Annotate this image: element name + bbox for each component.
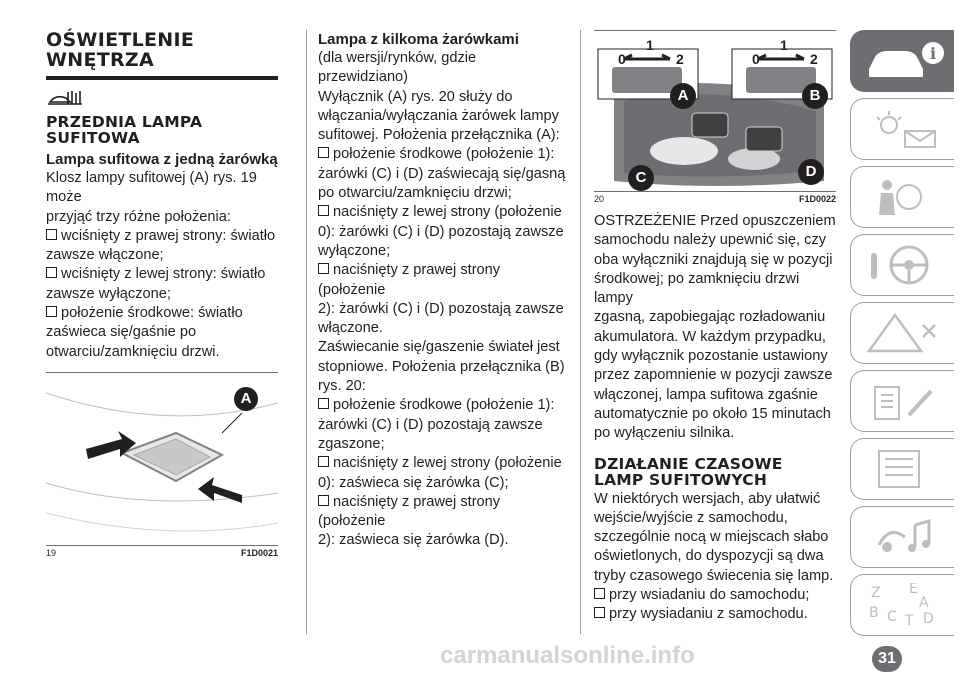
svg-text:i: i <box>930 44 937 63</box>
text-line: przez zapomnienie w pozycji zawsze <box>594 367 833 384</box>
tab-maintenance[interactable] <box>850 370 954 432</box>
index-letter: C <box>887 609 897 625</box>
text-line: oświetlonych, do dyspozycji są dwa <box>594 548 824 565</box>
bullet-item: naciśnięty z lewej strony (położenie <box>318 203 566 222</box>
column-1 <box>46 30 278 560</box>
bullet-item: położenie środkowe: światło <box>46 304 278 323</box>
text-line: żarówki (C) i (D) zaświecają się/gasną <box>318 165 566 182</box>
text-line: OSTRZEŻENIE Przed opuszczeniem <box>594 213 836 229</box>
bullet-square-icon <box>318 456 329 467</box>
watermark: carmanualsonline.info <box>440 642 695 669</box>
tab-starting-driving[interactable] <box>850 234 954 296</box>
scale-two-label: 2 <box>676 51 684 67</box>
title-bar <box>46 76 278 80</box>
callout-c: C <box>628 165 654 191</box>
text-line: 2): żarówki (C) i (D) pozostają zawsze <box>318 300 564 317</box>
bullet-square-icon <box>318 398 329 409</box>
text-line: Zaświecanie się/gaszenie świateł jest <box>318 339 560 356</box>
index-letter: Z <box>871 585 881 601</box>
text-line: szczególnie nocą w miejscach słabo <box>594 529 829 546</box>
tab-safety[interactable] <box>850 166 954 228</box>
tab-car-info[interactable] <box>850 30 954 92</box>
bullet-item: wciśnięty z prawej strony: światło <box>46 227 278 246</box>
bullet-item: położenie środkowe (położenie 1): <box>318 396 566 415</box>
callout-a: A <box>234 387 258 411</box>
warning-lights-icon <box>865 107 945 151</box>
index-letter: E <box>909 583 918 597</box>
car-info-icon <box>865 39 945 83</box>
scale-two-label: 2 <box>810 51 818 67</box>
column-divider <box>580 30 581 634</box>
bullet-square-icon <box>594 588 605 599</box>
scale-zero-label: 0 <box>618 51 626 67</box>
bullet-square-icon <box>46 229 57 240</box>
text-line: 0): żarówki (C) i (D) pozostają zawsze <box>318 223 564 240</box>
text-line: oba wyłączniki znajdują się w pozycji <box>594 251 833 268</box>
text-line: zawsze wyłączone; <box>46 285 171 302</box>
figure-20 <box>594 31 836 191</box>
section-title: PRZEDNIA LAMPA SUFITOWA <box>46 113 203 147</box>
multimedia-icon <box>865 515 945 559</box>
text-line: po otwarciu/zamknięciu drzwi; <box>318 185 512 202</box>
text-line: zawsze włączone; <box>46 247 164 264</box>
text-line: zgasną, zapobiegając rozładowaniu <box>594 309 826 326</box>
text-line: (dla wersji/rynków, gdzie przewidziano) <box>318 50 477 86</box>
bullet-square-icon <box>318 263 329 274</box>
figure-code: F1D0021 <box>240 547 278 558</box>
text-line: Klosz lampy sufitowej (A) rys. 19 może <box>46 170 257 206</box>
tab-emergency[interactable] <box>850 302 954 364</box>
figure-number: 20 <box>594 194 605 204</box>
callout-d: D <box>798 159 824 185</box>
text-line: żarówki (C) i (D) pozostają zawsze <box>318 416 543 433</box>
text-line: 2): zaświeca się żarówka (D). <box>318 532 509 549</box>
text-line: gdy wyłącznik pozostanie ustawiony <box>594 348 828 365</box>
bullet-item: naciśnięty z lewej strony (położenie <box>318 454 566 473</box>
column-3 <box>594 30 836 625</box>
bullet-item: naciśnięty z prawej strony (położenie <box>318 262 501 298</box>
text-line: włączania/wyłączania żarówek lampy <box>318 107 559 124</box>
figure-number: 19 <box>46 547 57 558</box>
figure-code: F1D0022 <box>798 194 836 204</box>
bullet-square-icon <box>594 607 605 618</box>
text-line: zaświeca się/gaśnie po <box>46 324 197 341</box>
bullet-item: przy wsiadaniu do samochodu; <box>594 586 836 605</box>
text-line: włączone. <box>318 320 383 337</box>
bullet-square-icon <box>318 147 329 158</box>
scale-one-label: 1 <box>780 37 788 53</box>
interior-light-icon <box>46 88 278 110</box>
tab-multimedia[interactable] <box>850 506 954 568</box>
index-letter: D <box>923 611 934 627</box>
text-line: środkowej; po zamknięciu drzwi lampy <box>594 270 800 307</box>
page-number: 31 <box>872 646 902 672</box>
callout-a: A <box>670 83 696 109</box>
text-line: 0): zaświeca się żarówka (C); <box>318 474 509 491</box>
bullet-item: naciśnięty z prawej strony (położenie <box>318 493 501 530</box>
text-line: wyłączone; <box>318 242 391 259</box>
text-line: stopniowe. Położenia przełącznika (B) <box>318 358 565 375</box>
warning-block <box>594 212 836 444</box>
bullet-item: położenie środkowe (położenie 1): <box>318 145 566 164</box>
scale-one-label: 1 <box>646 37 654 53</box>
column-2 <box>318 30 566 551</box>
index-letter: T <box>905 613 914 627</box>
text-line: po wyłączeniu silnika. <box>594 425 735 442</box>
text-line: wejście/wyjście z samochodu, <box>594 509 788 526</box>
tab-warning-lights[interactable] <box>850 98 954 160</box>
bullet-square-icon <box>46 267 57 278</box>
text-line: sufitowej. Położenia przełącznika (A): <box>318 127 560 144</box>
airbag-icon <box>865 175 945 219</box>
specifications-icon <box>865 447 945 491</box>
column-divider <box>306 30 307 634</box>
text-line: W niektórych wersjach, aby ułatwić <box>594 490 821 507</box>
text-line: rys. 20: <box>318 378 366 395</box>
text-line: samochodu należy upewnić się, czy <box>594 232 826 249</box>
bullet-square-icon <box>46 306 57 317</box>
section-title: DZIAŁANIE CZASOWE LAMP SUFITOWYCH <box>594 454 783 489</box>
steering-wheel-icon <box>865 243 945 287</box>
warning-triangle-icon <box>865 311 945 355</box>
bullet-square-icon <box>318 495 329 506</box>
index-letter: A <box>919 595 929 611</box>
tab-specifications[interactable] <box>850 438 954 500</box>
bullet-item: wciśnięty z lewej strony: światło <box>46 265 278 284</box>
figure-19 <box>46 373 278 545</box>
callout-b: B <box>802 83 828 109</box>
text-line: zgaszone; <box>318 435 385 452</box>
text-line: tryby czasowego świecenia się lamp. <box>594 567 834 584</box>
chapter-title: OŚWIETLENIE WNĘTRZA <box>46 29 195 71</box>
text-line: automatycznie po około 15 minutach <box>594 405 831 422</box>
maintenance-icon <box>865 379 945 423</box>
chapter-tabs <box>850 30 960 642</box>
text-line: otwarciu/zamknięciu drzwi. <box>46 343 220 360</box>
subsection-title: Lampa z kilkoma żarówkami <box>318 31 519 48</box>
bullet-item: przy wysiadaniu z samochodu. <box>594 605 836 624</box>
text-line: Wyłącznik (A) rys. 20 służy do <box>318 88 513 105</box>
tab-index[interactable] <box>850 574 954 636</box>
subsection-title: Lampa sufitowa z jedną żarówką <box>46 151 278 168</box>
scale-zero-label: 0 <box>752 51 760 67</box>
text-line: włączonej, lampa sufitowa zgaśnie <box>594 386 818 403</box>
text-line: przyjąć trzy różne położenia: <box>46 208 231 225</box>
bullet-square-icon <box>318 205 329 216</box>
text-line: akumulatora. W każdym przypadku, <box>594 328 826 345</box>
index-icon <box>865 583 945 627</box>
index-letter: B <box>869 605 879 621</box>
